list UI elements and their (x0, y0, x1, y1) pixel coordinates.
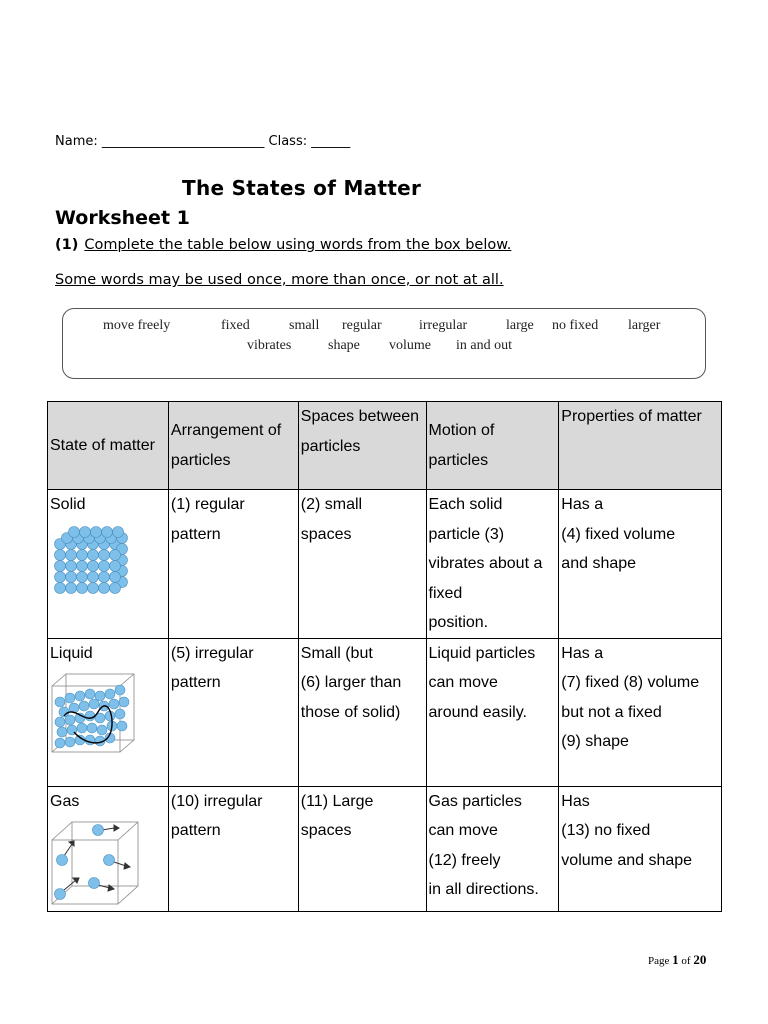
cell-line: position. (428, 614, 489, 631)
cell-line: around easily. (428, 703, 527, 721)
properties-cell (559, 490, 722, 639)
cell-line: spaces (300, 822, 352, 839)
question-instruction (55, 237, 511, 253)
table-row (48, 638, 722, 786)
solid-particles-icon (50, 524, 132, 604)
word-item: in and out (456, 338, 512, 353)
spaces-cell (298, 786, 426, 911)
header-motion: Motion of particles (426, 402, 559, 490)
motion-cell (426, 786, 559, 911)
word-item: larger (628, 318, 661, 333)
word-box (62, 308, 706, 379)
table-row (48, 786, 722, 911)
cell-line: spaces (300, 525, 352, 543)
word-item: move freely (103, 318, 171, 333)
cell-line: pattern (170, 525, 221, 543)
cell-line: in all directions. (428, 881, 539, 898)
table-header-row (48, 402, 722, 490)
gas-particles-icon (50, 820, 140, 908)
word-item: irregular (419, 318, 468, 333)
cell-line: (12) freely (428, 851, 501, 869)
cell-line: Has a (561, 644, 604, 662)
cell-line: (13) no fixed (561, 822, 651, 839)
arrangement-cell (168, 490, 298, 639)
word-item: small (289, 318, 320, 333)
cell-line: Gas particles (428, 792, 522, 810)
page-total: 20 (693, 952, 707, 967)
cell-line: (11) Large (300, 792, 374, 810)
page-number (648, 952, 706, 968)
cell-line: Each solid (428, 496, 503, 513)
cell-line: can move (428, 674, 498, 691)
page-title: The States of Matter (182, 176, 422, 200)
cell-line: (4) fixed volume (561, 525, 676, 543)
page-word: Page (648, 955, 670, 967)
state-label: Gas (50, 792, 80, 810)
properties-cell (559, 638, 722, 786)
properties-cell (559, 786, 722, 911)
cell-line: volume and shape (561, 851, 693, 869)
cell-line: (2) small (300, 496, 363, 513)
of-word: of (681, 955, 691, 967)
states-table (47, 401, 722, 912)
header-properties: Properties of matter (559, 402, 722, 490)
header-arrangement: Arrangement of particles (168, 402, 298, 490)
state-label: Liquid (50, 644, 93, 662)
cell-line: (7) fixed (8) volume (561, 674, 700, 691)
word-item: fixed (221, 318, 250, 333)
header-spaces: Spaces between particles (298, 402, 426, 490)
class-blank[interactable]: ______ (311, 134, 351, 149)
state-cell (48, 490, 169, 639)
word-item: vibrates (247, 338, 292, 353)
page-current: 1 (672, 952, 679, 967)
question-note: Some words may be used once, more than once, or not at all. (55, 272, 504, 288)
cell-line: (10) irregular (170, 792, 263, 810)
cell-line: Has (561, 792, 590, 810)
name-blank[interactable]: _________________________ (101, 134, 265, 149)
name-label: Name: (55, 134, 98, 149)
word-item: volume (389, 338, 431, 353)
class-label: Class: (268, 134, 308, 149)
instruction-text: Complete the table below using words from the box below. (84, 237, 512, 253)
spaces-cell (298, 490, 426, 639)
cell-line: (5) irregular (170, 644, 254, 662)
cell-line: those of solid) (300, 703, 401, 721)
cell-line: can move (428, 822, 498, 839)
cell-line: (6) larger than (300, 674, 402, 691)
table-row (48, 490, 722, 639)
liquid-particles-icon (50, 672, 136, 754)
word-item: no fixed (552, 318, 599, 333)
cell-line: and shape (561, 555, 637, 572)
worksheet-heading: Worksheet 1 (55, 207, 190, 229)
cell-line: (9) shape (561, 733, 629, 750)
arrangement-cell (168, 786, 298, 911)
cell-line: but not a fixed (561, 703, 662, 721)
cell-line: Liquid particles (428, 644, 536, 662)
spaces-cell (298, 638, 426, 786)
cell-line: particle (3) (428, 525, 505, 543)
cell-line: (1) regular (170, 496, 245, 513)
cell-line: Has a (561, 496, 604, 513)
state-label: Solid (50, 496, 86, 513)
arrangement-cell (168, 638, 298, 786)
word-item: large (506, 318, 534, 333)
header-state: State of matter (48, 402, 169, 490)
state-cell (48, 786, 169, 911)
motion-cell (426, 490, 559, 639)
cell-line: vibrates about a (428, 555, 543, 572)
motion-cell (426, 638, 559, 786)
cell-line: fixed (428, 584, 463, 602)
cell-line: pattern (170, 822, 221, 839)
cell-line: pattern (170, 674, 221, 691)
word-item: shape (328, 338, 360, 353)
name-class-line (55, 134, 350, 149)
cell-line: Small (but (300, 644, 373, 662)
word-item: regular (342, 318, 382, 333)
state-cell (48, 638, 169, 786)
question-number: (1) (55, 237, 79, 253)
